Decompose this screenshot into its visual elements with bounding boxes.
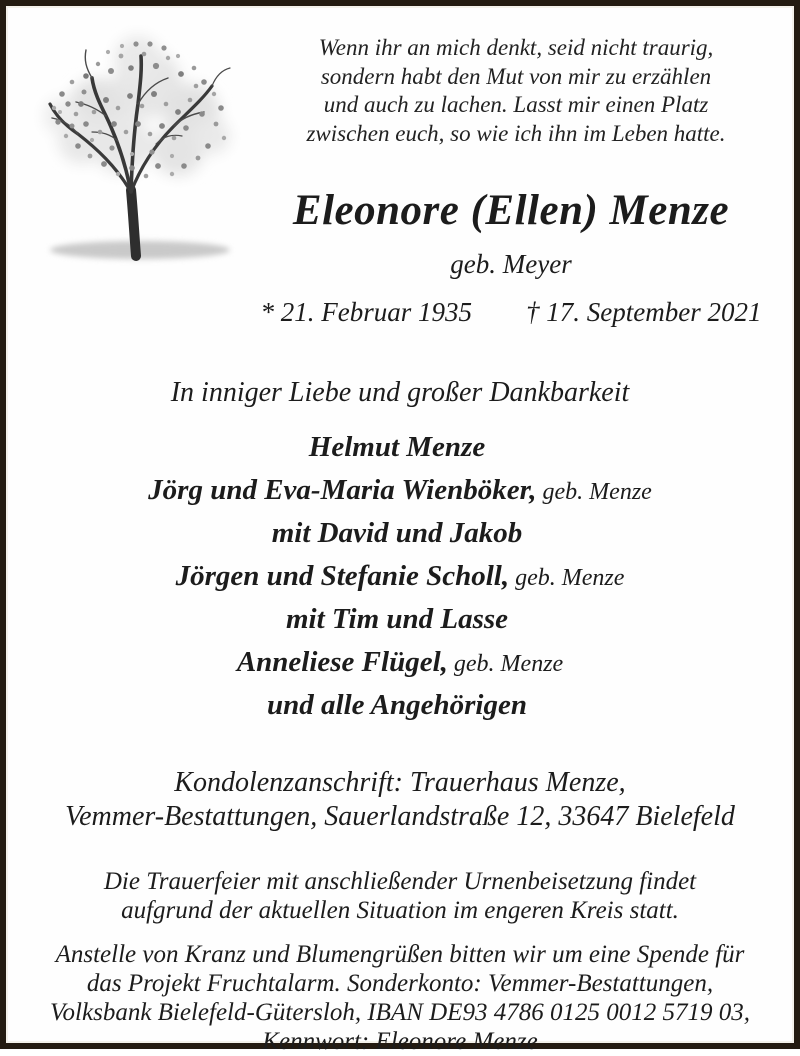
- mourner-name: Helmut Menze: [308, 431, 486, 463]
- mourners-list: [6, 428, 794, 729]
- memorial-quote: [278, 34, 754, 148]
- quote-line: Wenn ihr an mich denkt, seid nicht traurig,: [318, 35, 714, 60]
- quote-line: und auch zu lachen. Lasst mir einen Platz: [323, 92, 709, 117]
- death-date-text: 17. September 2021: [546, 297, 762, 327]
- mourner-row: [6, 557, 794, 600]
- deceased-header: [216, 186, 800, 328]
- mourner-name: mit David und Jakob: [271, 517, 523, 549]
- birth-star-icon: *: [260, 297, 275, 327]
- donation-line: das Projekt Fruchtalarm. Sonderkonto: Vemmer-Bestattungen,: [86, 970, 714, 997]
- mourner-row: [6, 471, 794, 514]
- mourner-suffix: geb. Menze: [453, 651, 564, 677]
- donation-info: [6, 940, 794, 1056]
- mourner-row: [6, 643, 794, 686]
- deceased-name: Eleonore (Ellen) Menze: [292, 187, 730, 234]
- birth-date-text: 21. Februar 1935: [280, 297, 473, 327]
- mourner-row: [6, 686, 794, 729]
- maiden-name: geb. Meyer: [450, 249, 572, 279]
- mourner-suffix: geb. Menze: [515, 565, 625, 591]
- birth-date: [261, 297, 473, 328]
- tree-icon: [26, 16, 262, 268]
- mourner-suffix: geb. Menze: [542, 479, 652, 505]
- intro-line: In inniger Liebe und großer Dankbarkeit: [170, 377, 630, 408]
- ceremony-line: aufgrund der aktuellen Situation im engeren Kreis statt.: [121, 897, 679, 924]
- condolence-line: Kondolenzanschrift: Trauerhaus Menze,: [174, 767, 626, 798]
- death-cross-icon: †: [526, 297, 540, 327]
- ceremony-info: [6, 867, 794, 925]
- ceremony-line: Die Trauerfeier mit anschließender Urnenbeisetzung findet: [103, 868, 697, 895]
- condolence-address: [6, 766, 794, 834]
- notice-body: [6, 377, 794, 1056]
- condolence-line: Vemmer-Bestattungen, Sauerlandstraße 12, 33647 Bielefeld: [65, 801, 735, 832]
- donation-line: Kennwort: Eleonore Menze: [262, 1028, 538, 1055]
- donation-line: Anstelle von Kranz und Blumengrüßen bitten wir um eine Spende für: [55, 941, 745, 968]
- memorial-tree-illustration: [26, 16, 262, 268]
- mourner-name: Anneliese Flügel,: [236, 646, 448, 678]
- mourner-row: [6, 514, 794, 557]
- quote-line: zwischen euch, so wie ich ihn im Leben hatte.: [306, 120, 726, 146]
- donation-line: Volksbank Bielefeld-Gütersloh, IBAN DE93 4786 0125 0012 5719 03,: [50, 999, 750, 1026]
- life-dates: [216, 297, 800, 328]
- mourner-name: Jörgen und Stefanie Scholl,: [175, 560, 510, 592]
- quote-line: sondern habt den Mut von mir zu erzählen: [320, 63, 712, 89]
- mourner-name: mit Tim und Lasse: [285, 603, 509, 635]
- mourner-name: und alle Angehörigen: [267, 689, 527, 721]
- mourner-row: [6, 600, 794, 643]
- mourner-row: [6, 428, 794, 471]
- death-date: [526, 297, 761, 328]
- mourner-name: Jörg und Eva-Maria Wienböker,: [148, 474, 537, 506]
